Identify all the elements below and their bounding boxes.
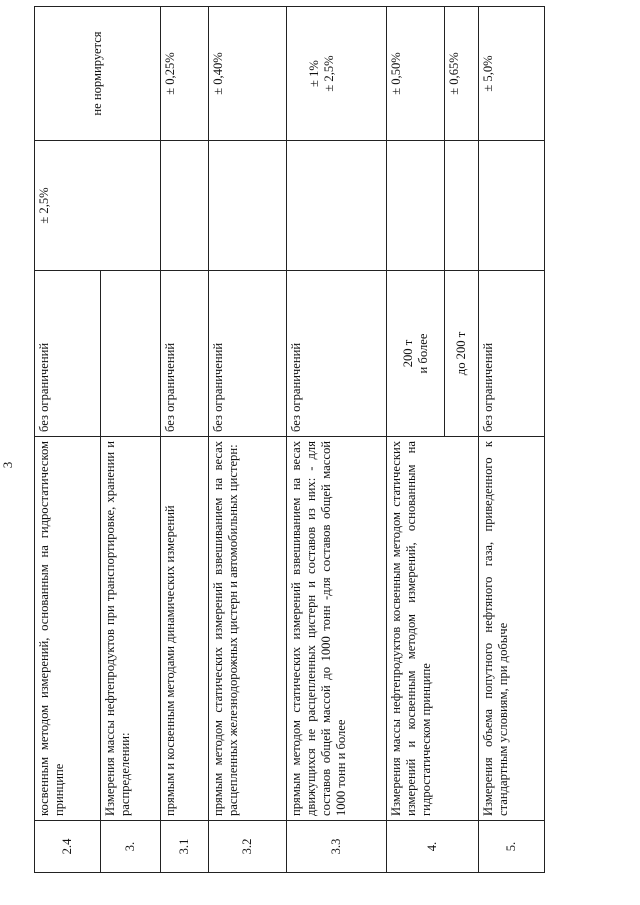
- row-accuracy-empty: [209, 141, 287, 271]
- table-row: [35, 7, 101, 873]
- accuracy-value: ± 1%: [307, 60, 321, 87]
- limit-value: 200 т: [400, 339, 415, 368]
- row-number: 5.: [479, 821, 545, 873]
- table-row: [161, 7, 209, 873]
- row-description: Измерения объема попутного нефтяного газа, приведенного к стандартным условиям, при добыче: [479, 437, 545, 821]
- row-number: 3.2: [209, 821, 287, 873]
- row-accuracy-empty: [479, 141, 545, 271]
- row-accuracy-a: ± 2,5%: [35, 141, 161, 271]
- table-row: [387, 7, 445, 873]
- row-accuracy-empty: [287, 141, 387, 271]
- row-limit: без ограничений: [161, 271, 209, 437]
- row-description: прямым методом статических измерений взвешиванием на весах расцепленных железнодорожных цистерн и автомобильных цистерн:: [209, 437, 287, 821]
- row-number: 3.1: [161, 821, 209, 873]
- accuracy-value: ± 2,5%: [322, 55, 336, 92]
- row-accuracy: ± 0,65%: [445, 7, 479, 141]
- row-limit-empty: [101, 271, 161, 437]
- row-accuracy: ± 0,25%: [161, 7, 209, 141]
- row-description: Измерения массы нефтепродуктов косвенным методом статических измерений и косвенным методом измерений, основанным на гидростатическом принципе: [387, 437, 479, 821]
- row-number: 4.: [387, 821, 479, 873]
- table-row: [287, 7, 387, 873]
- row-accuracy-empty: [445, 141, 479, 271]
- row-limit: без ограничений: [35, 271, 101, 437]
- row-number: 3.3: [287, 821, 387, 873]
- row-limit: без ограничений: [209, 271, 287, 437]
- row-description: Измерения массы нефтепродуктов при транспортировке, хранении и распределении:: [101, 437, 161, 821]
- row-limit-lower: до 200 т: [445, 271, 479, 437]
- row-accuracy: ± 5,0%: [479, 7, 545, 141]
- page-number: 3: [0, 461, 15, 469]
- measurement-table: [34, 6, 545, 873]
- row-accuracy-stack: [287, 7, 387, 141]
- row-number: 2.4: [35, 821, 101, 873]
- row-limit: без ограничений: [479, 271, 545, 437]
- row-accuracy-empty: [161, 141, 209, 271]
- row-limit: без ограничений: [287, 271, 387, 437]
- table-row: [479, 7, 545, 873]
- row-number: 3.: [101, 821, 161, 873]
- row-accuracy: ± 0,40%: [209, 7, 287, 141]
- row-limit-upper: [387, 271, 445, 437]
- row-description: прямым методом статических измерений взвешиванием на весах движущихся не расцепленных цистерн и составов из них: - для составов общей массой до 1000 тонн -для составов общей массой 1000 тонн и более: [287, 437, 387, 821]
- row-description: косвенным методом измерений, основанным на гидростатическом принципе: [35, 437, 101, 821]
- row-description: прямым и косвенным методами динамических измерений: [161, 437, 209, 821]
- row-accuracy-empty: [387, 141, 445, 271]
- table-row: [209, 7, 287, 873]
- row-accuracy-b: не нормируется: [35, 7, 161, 141]
- limit-value: и более: [415, 333, 430, 374]
- row-accuracy: ± 0,50%: [387, 7, 445, 141]
